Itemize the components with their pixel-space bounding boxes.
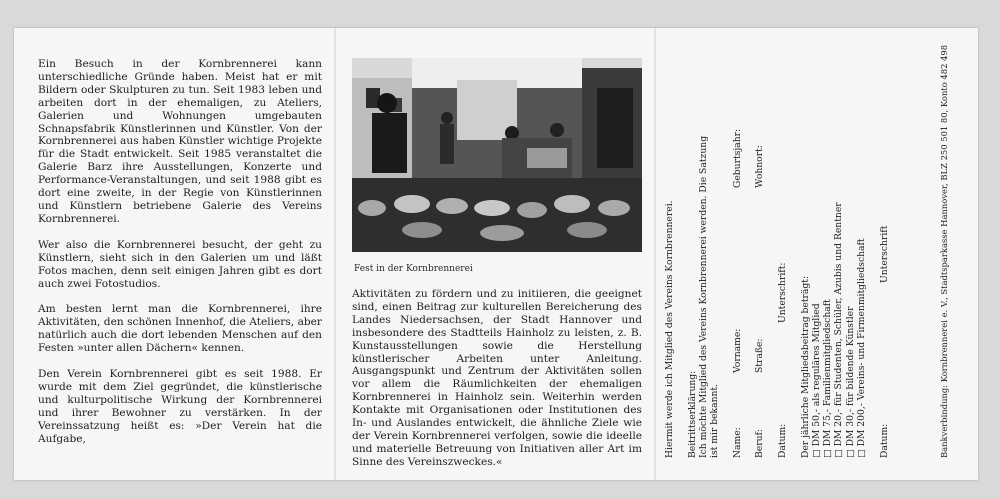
panel-left: [14, 28, 334, 480]
membership-form: [656, 28, 978, 480]
declaration-line-2: ist mir bekannt.: [709, 383, 721, 458]
name-label: Name:: [731, 427, 743, 458]
paragraph-3: Am besten lernt man die Kornbrennerei, ihre Aktivitäten, den schönen Innenhof, die Ateliers, aber natürlich auch die dort lebenden Menschen auf den Festen »unter allen Dächern« kennen.: [38, 303, 322, 355]
form-heading: Hiermit werde ich Mitglied des Vereins Kornbrennerei.: [664, 200, 675, 458]
brochure-sheet: [14, 28, 978, 480]
fee-option-5[interactable]: □ DM 200,- Vereins- und Firmenmitgliedschaft: [856, 238, 868, 458]
bank-details: Bankverbindung: Kornbrennerei e. V., Stadtsparkasse Hannover, BLZ 250 501 80, Konto 482 498: [939, 44, 949, 458]
geburtsjahr-label: Geburtsjahr:: [731, 128, 743, 188]
unterschrift-label: Unterschrift:: [776, 262, 788, 323]
paragraph-4: Den Verein Kornbrennerei gibt es seit 1988. Er wurde mit dem Ziel gegründet, die künstlerische und kulturpolitische Wirkung der Kornbrennerei und ihrer Bewohner zu verstärken. In der Vereinssatzung heißt es: »Der Verein hat die Aufgabe,: [38, 368, 322, 445]
fee-title: Der jährliche Mitgliedsbeitrag beträgt:: [799, 275, 811, 458]
strasse-label: Straße:: [754, 338, 766, 373]
fold-line-2: [654, 28, 656, 480]
membership-form-panel: [656, 28, 978, 480]
datum-label: Datum:: [776, 423, 788, 458]
paragraph-2: Wer also die Kornbrennerei besucht, der geht zu Künstlern, sieht sich in den Galerien um und läßt Fotos machen, denn seit einigen Jahren gibt es dort auch zwei Fotostudios.: [38, 238, 322, 290]
photo-festival: [352, 58, 642, 252]
beruf-label: Beruf:: [754, 429, 766, 458]
fee-option-1[interactable]: □ DM 50,- als reguläres Mitglied: [810, 303, 822, 458]
fee-option-3[interactable]: □ DM 20,- für Studenten, Schüler, Azubis und Rentner: [833, 202, 845, 458]
fee-option-2[interactable]: □ DM 75,- Familienmitgliedschaft: [822, 299, 834, 458]
paragraph-1: Ein Besuch in der Kornbrennerei kann unterschiedliche Gründe haben. Meist hat er mit Bildern oder Skulpturen zu tun. Seit 1983 leben und arbeiten dort in der ehemaligen, zu Ateliers, Galerien und Wohnungen umgebauten Schnapsfabrik Künstlerinnen und Künstler. Von der Kornbrennerei aus haben Künstler wichtige Projekte für die Stadt entwickelt. Seit 1985 veranstaltet die Galerie Barz ihre Ausstellungen, Konzerte und Performance-Veranstaltungen, und seit 1988 gibt es dort eine zweite, in der Regie von Künstlerinnen und Künstlern betriebene Galerie des Vereins Kornbrennerei.: [38, 58, 322, 225]
unterschrift-2-label: Unterschrift: [878, 225, 890, 283]
vorname-label: Vorname:: [731, 328, 743, 373]
photo-caption: Fest in der Kornbrennerei: [354, 264, 473, 274]
paragraph-5: Aktivitäten zu fördern und zu initiieren, die geeignet sind, einen Beitrag zur kulturellen Bereicherung des Landes Niedersachsen, der Stadt Hannover und insbesondere des Stadtteils Hainholz zu leisten, z. B. Kunstausstellungen sowie die Herstellung künstlerischer Arbeiten unter Anleitung. Ausgangspunkt und Zentrum der Aktivitäten sollen vor allem die Räumlichkeiten der ehemaligen Kornbrennerei in Hainholz sein. Weiterhin werden Kontakte mit Organisationen oder Institutionen des In- und Auslandes entwickelt, die ähnliche Ziele wie der Verein Kornbrennerei verfolgen, sowie die ideelle und materielle Betreuung von Initiativen aller Art im Sinne des Vereinszweckes.«: [352, 288, 642, 468]
panel-middle: [336, 28, 654, 480]
fold-line-1: [334, 28, 336, 480]
declaration-line-1: Ich möchte Mitglied des Vereins Kornbrennerei werden. Die Satzung: [697, 135, 709, 458]
fee-option-4[interactable]: □ DM 30,- für bildende Künstler: [844, 306, 856, 458]
wohnort-label: Wohnort:: [754, 145, 766, 188]
datum-2-label: Datum:: [878, 423, 890, 458]
declaration-title: Beitrittserklärung:: [686, 370, 698, 458]
